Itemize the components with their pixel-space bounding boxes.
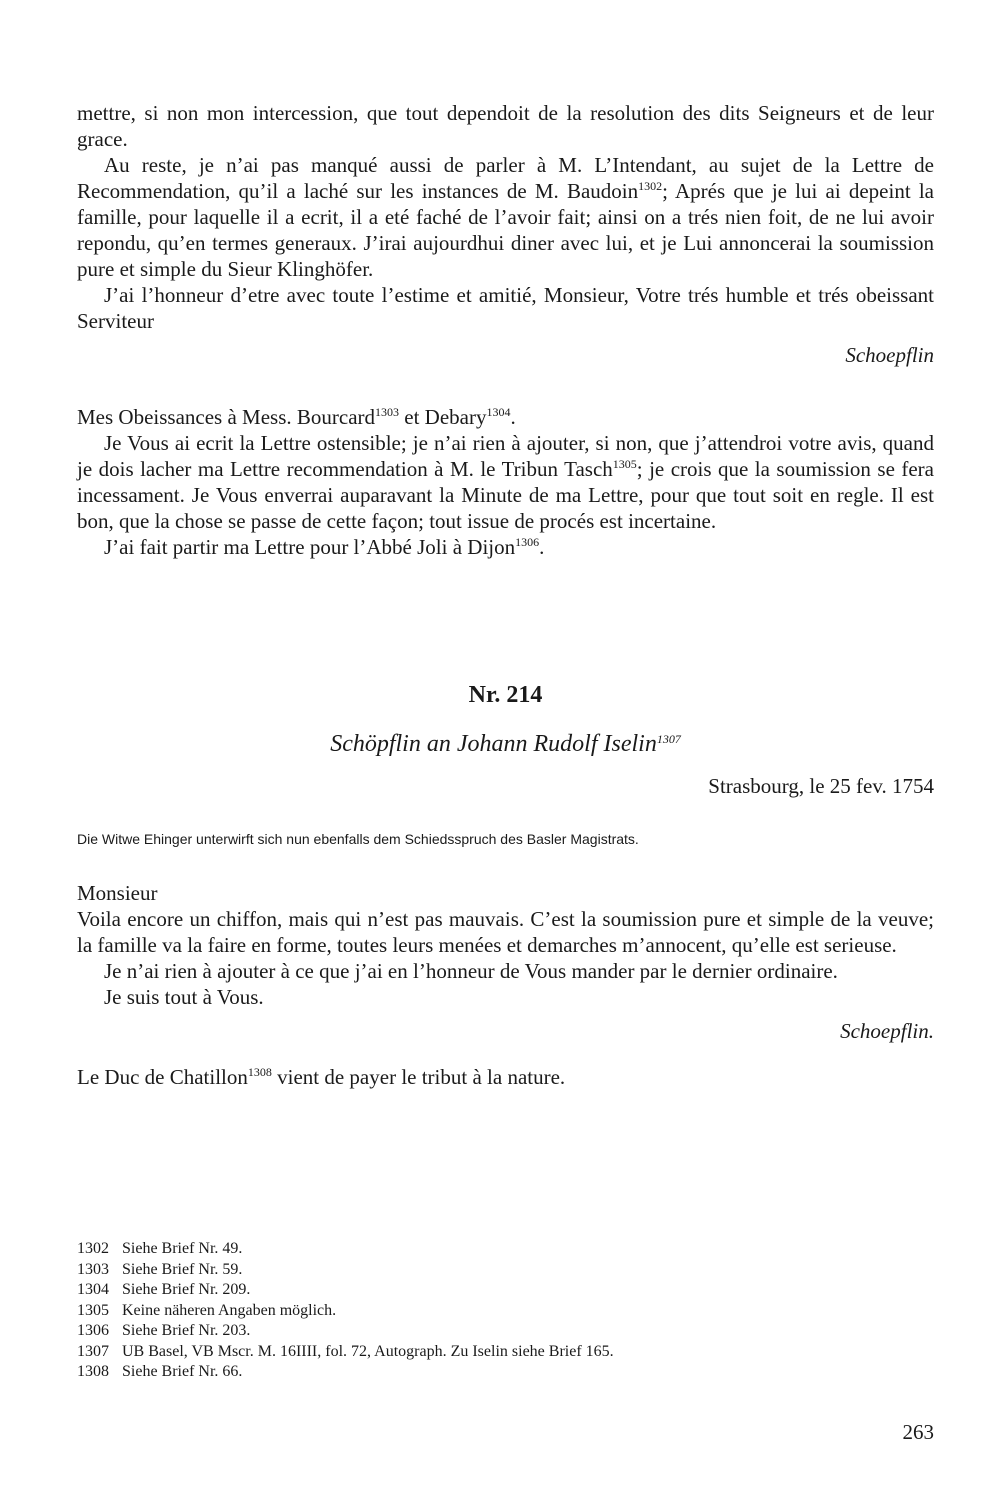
footnote-ref[interactable]: 1302	[638, 179, 663, 193]
footnote	[77, 1301, 934, 1322]
letter-body	[77, 880, 934, 1090]
signature: Schoepflin.	[840, 1019, 934, 1043]
footnotes	[77, 1239, 934, 1383]
footnote-text: Siehe Brief Nr. 49.	[122, 1240, 243, 1257]
closing: J’ai l’honneur d’etre avec toute l’estime et amitié, Monsieur, Votre trés humble et trés obeissant Serviteur	[77, 283, 934, 333]
paragraph-text: .	[510, 405, 516, 429]
footnote-ref[interactable]: 1304	[486, 405, 511, 419]
dateline: Strasbourg, le 25 fev. 1754	[708, 774, 934, 798]
paragraph	[77, 430, 934, 534]
footnote-text: Siehe Brief Nr. 59.	[122, 1260, 243, 1278]
footnote-number: 1303	[77, 1260, 109, 1278]
footnote-ref[interactable]: 1308	[247, 1065, 272, 1079]
footnote-ref[interactable]: 1306	[515, 535, 540, 549]
letter-title-text: Schöpflin an Johann Rudolf Iselin	[330, 731, 657, 757]
paragraph-text: .	[539, 535, 545, 559]
footnote-text: Keine näheren Angaben möglich.	[122, 1301, 337, 1319]
footnote-number: 1307	[77, 1342, 109, 1360]
paragraph-text: Mes Obeissances à Mess. Bourcard	[77, 405, 376, 429]
footnote	[77, 1342, 934, 1363]
postscript	[77, 1064, 934, 1090]
paragraph: Je suis tout à Vous.	[104, 985, 264, 1009]
footnote-number: 1308	[77, 1363, 109, 1380]
postscript	[77, 404, 934, 560]
paragraph: Voila encore un chiffon, mais qui n’est pas mauvais. C’est la soumission pure et simple de la veuve; la famille va la faire en forme, toutes leurs menées et demarches m’annocent, qu’elle est serieuse.	[77, 907, 934, 957]
paragraph-text: et Debary	[399, 405, 487, 429]
signature: Schoepflin	[845, 343, 934, 367]
footnote-number: 1302	[77, 1240, 109, 1257]
page-number: 263	[902, 1420, 934, 1444]
paragraph	[77, 404, 934, 430]
footnote-ref[interactable]: 1303	[375, 405, 400, 419]
letter-summary: Die Witwe Ehinger unterwirft sich nun ebenfalls dem Schiedsspruch des Basler Magistrats.	[77, 831, 639, 847]
paragraph: mettre, si non mon intercession, que tout dependoit de la resolution des dits Seigneurs et de leur grace.	[77, 101, 934, 151]
letter-number: Nr. 214	[468, 682, 543, 708]
paragraph-text: ; Aprés que je lui ai depeint la famille, pour laquelle il a ecrit, il a eté faché de l’avoir fait; ainsi on a trés nien foit, de ne lui avoir repondu, qu’en termes generaux. J’irai aujourdhui diner avec lui, et je Lui annoncerai la soumission pure et simple du Sieur Klinghöfer.	[77, 179, 934, 281]
footnote	[77, 1239, 934, 1260]
paragraph: Je n’ai rien à ajouter à ce que j’ai en l’honneur de Vous mander par le dernier ordinaire.	[104, 959, 838, 983]
footnote-ref[interactable]: 1307	[656, 732, 681, 746]
footnote	[77, 1362, 934, 1383]
footnote-number: 1305	[77, 1301, 109, 1319]
paragraph	[77, 152, 934, 282]
paragraph-text: ; je crois que la soumission se fera incessament. Je Vous enverrai auparavant la Minute de ma Lettre, pour que tout soit en regle. Il est bon, que la chose se passe de cette façon; tout issue de procés est incertaine.	[77, 457, 934, 533]
salutation: Monsieur	[77, 881, 158, 905]
footnote-text: Siehe Brief Nr. 209.	[122, 1281, 251, 1298]
paragraph-text: J’ai fait partir ma Lettre pour l’Abbé Joli à Dijon	[104, 535, 516, 559]
footnote	[77, 1280, 934, 1301]
footnote-number: 1304	[77, 1281, 109, 1298]
footnote	[77, 1321, 934, 1342]
footnote	[77, 1260, 934, 1281]
paragraph-text: Je Vous ai ecrit la Lettre ostensible; je n’ai rien à ajouter, si non, que j’attendroi votre avis, quand je dois lacher ma Lettre recommendation à M. le Tribun Tasch	[77, 431, 934, 481]
footnote-text: Siehe Brief Nr. 203.	[122, 1322, 251, 1339]
letter-continuation	[77, 100, 934, 368]
paragraph-text: Au reste, je n’ai pas manqué aussi de parler à M. L’Intendant, au sujet de la Lettre de Recommendation, qu’il a laché sur les instances de M. Baudoin	[77, 153, 934, 203]
footnote-ref[interactable]: 1305	[612, 457, 637, 471]
footnote-text: UB Basel, VB Mscr. M. 16IIII, fol. 72, Autograph. Zu Iselin siehe Brief 165.	[122, 1342, 614, 1360]
footnote-number: 1306	[77, 1322, 109, 1339]
footnote-text: Siehe Brief Nr. 66.	[122, 1363, 243, 1380]
paragraph	[77, 534, 934, 560]
paragraph-text: Le Duc de Chatillon	[77, 1065, 248, 1089]
letter-title	[77, 731, 934, 758]
paragraph-text: vient de payer le tribut à la nature.	[271, 1065, 566, 1089]
